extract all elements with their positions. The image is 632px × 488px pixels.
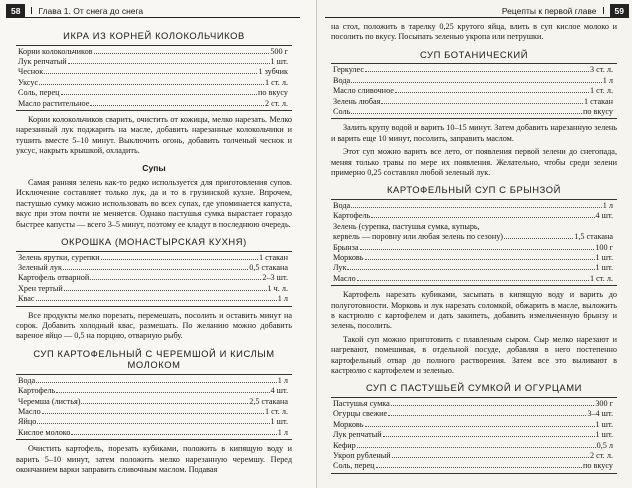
ingredient-row [18, 417, 288, 427]
running-title-left-text: Глава 1. От снега до снега [38, 5, 144, 16]
ingredient-row [18, 386, 288, 396]
ingredient-quantity: 1 л [277, 294, 288, 304]
recipe-heading: КАРТОФЕЛЬНЫЙ СУП С БРЫНЗОЙ [386, 184, 562, 196]
ingredient-name: Пастушья сумка [333, 398, 390, 408]
ingredient-row [333, 97, 613, 107]
ingredient-row [333, 399, 613, 409]
ingredient-name: Черемша (листья) [18, 396, 81, 406]
leader-dots [44, 73, 257, 74]
ingredient-row [18, 428, 288, 438]
leader-dots [392, 457, 589, 458]
leader-dots [101, 259, 258, 260]
ingredient-quantity: 1,5 стакана [574, 232, 613, 242]
ingredient-row [333, 451, 613, 461]
ingredient-name: Яйцо [18, 417, 37, 427]
ingredient-quantity: 300 г [595, 398, 613, 408]
ingredient-row [333, 232, 613, 242]
leader-dots [56, 392, 269, 393]
paragraph: Залить крупу водой и варить 10–15 минут. Затем добавить нарезанную зелень и варить еще 10 минут, посолить, заправить маслом. [331, 123, 617, 143]
ingredient-row [18, 294, 288, 304]
ingredient-quantity: 4 шт. [270, 386, 288, 396]
ingredient-name: Соль [333, 106, 351, 116]
ingredient-quantity: 1 шт. [595, 419, 613, 429]
leader-dots [351, 82, 602, 83]
ingredient-quantity: 1 шт. [595, 430, 613, 440]
ingredient-quantity: 3 ст. л. [590, 65, 613, 75]
ingredient-quantity: 1 ст. л. [265, 77, 288, 87]
ingredient-row [333, 420, 613, 430]
right-page-content [331, 22, 617, 478]
ingredient-list [331, 199, 617, 286]
ingredient-name: Масло [18, 407, 41, 417]
ingredient-name: Масло [333, 273, 356, 283]
leader-dots [388, 415, 586, 416]
ingredient-note: Зелень (сурепка, пастушья сумка, купырь, [333, 221, 480, 231]
ingredient-name: Геркулес [333, 65, 364, 75]
ingredient-row [18, 397, 288, 407]
ingredient-row [333, 243, 613, 253]
page-number-left: 58 [6, 4, 25, 18]
ingredient-quantity: по вкусу [583, 461, 613, 471]
leader-dots [81, 403, 248, 404]
leader-dots [36, 382, 277, 383]
leader-dots [36, 300, 277, 301]
ingredient-quantity: 1 л [277, 375, 288, 385]
ingredient-row [18, 273, 288, 283]
ingredient-quantity: 1 шт. [270, 417, 288, 427]
ingredient-name: Соль, перец [18, 88, 60, 98]
ingredient-row [18, 57, 288, 67]
ingredient-row [333, 461, 613, 471]
ingredient-name: кервель — поровну или любая зелень по сезону) [333, 232, 504, 242]
left-running-header [6, 4, 300, 18]
ingredient-name: Картофель отварной [18, 273, 90, 283]
ingredient-name: Вода [18, 375, 36, 385]
ingredient-row [333, 430, 613, 440]
ingredient-quantity: 2 ст. л. [265, 98, 288, 108]
recipe-heading: СУП С ПАСТУШЬЕЙ СУМКОЙ И ОГУРЦАМИ [365, 382, 583, 394]
paragraph: Очистить картофель, порезать кубиками, положить в кипящую воду и варить 5–10 минут, затем положить мелко нарезанную черемшу. Перед окончанием варки заправить сливочным маслом. Подавая [16, 444, 292, 475]
ingredient-name: Картофель [18, 386, 56, 396]
leader-dots [351, 207, 602, 208]
leader-dots [357, 280, 589, 281]
running-title-right-text: Рецепты к первой главе [501, 5, 597, 16]
ingredient-row [333, 274, 613, 284]
ingredient-row [333, 86, 613, 96]
paragraph: Такой суп можно приготовить с плавленым сыром. Сыр мелко нарезают и нагревают, помешивая, в отдельной посуде, добавляя в него постепенно картофельный отвар до полного растворения. Затем все это выливают в кастрюлю с картофелем и зеленью. [331, 334, 617, 375]
leader-dots [360, 249, 595, 250]
leader-dots [371, 217, 594, 218]
ingredient-row [333, 263, 613, 273]
paragraph: на стол, положить в тарелку 0,25 крутого яйца, влить в суп кислое молоко и посолить по вкусу. Посыпать зеленью укропа или петрушки. [331, 22, 617, 42]
ingredient-quantity: 1 л [277, 427, 288, 437]
ingredient-name: Огурцы свежие [333, 409, 388, 419]
ingredient-quantity: 1 ст. л. [265, 407, 288, 417]
ingredient-name: Масло сливочное [333, 86, 394, 96]
recipe-heading: ИКРА ИЗ КОРНЕЙ КОЛОКОЛЬЧИКОВ [63, 30, 245, 41]
leader-dots [64, 290, 267, 291]
ingredient-name: Масло растительное [18, 98, 90, 108]
recipe-heading: СУП КАРТОФЕЛЬНЫЙ С ЧЕРЕМШОЙ И КИСЛЫМ МОЛОКОМ [33, 347, 275, 371]
ingredient-name: Хрен тертый [18, 283, 63, 293]
ingredient-quantity: 1 ст. л. [590, 273, 613, 283]
right-running-header [325, 4, 629, 18]
leader-dots [90, 279, 261, 280]
ingredient-row [333, 201, 613, 211]
paragraph: Этот суп можно варить все лето, от появления первой зелени до снегопада, меняя только травы по мере их появления. Желательно, чтобы среди зелени примерно 0,25 составлял любой зеленый лук. [331, 147, 617, 177]
leader-dots [68, 63, 270, 64]
paragraph: Все продукты мелко порезать, перемешать, посолить и оставить минут на сорок. Добавить холодный квас, размешать. По желанию можно добавить вареное яйцо — 0,5 на порцию, отварную рыбу. [16, 310, 292, 341]
leader-dots [383, 436, 595, 437]
ingredient-list [331, 397, 617, 474]
ingredient-row [18, 253, 288, 263]
ingredient-name: Лук репчатый [18, 56, 67, 66]
ingredient-quantity: 100 г [595, 242, 613, 252]
ingredient-quantity: 0,5 л [596, 440, 613, 450]
ingredient-name: Вода [333, 200, 351, 210]
ingredient-name: Морковь [333, 252, 364, 262]
running-title-right [325, 4, 610, 18]
ingredient-name: Лук [333, 263, 347, 273]
ingredient-name: Кефир [333, 440, 356, 450]
ingredient-quantity: 2 ст. л. [590, 450, 613, 460]
leader-dots [365, 71, 589, 72]
leader-dots [39, 84, 264, 85]
ingredient-name: Корни колокольчиков [18, 46, 93, 56]
leader-dots [37, 423, 269, 424]
leader-dots [347, 269, 594, 270]
ingredient-quantity: 1 шт. [270, 56, 288, 66]
leader-dots [395, 92, 589, 93]
ingredient-row [333, 409, 613, 419]
recipe-heading: СУП БОТАНИЧЕСКИЙ [419, 48, 529, 60]
ingredient-quantity: 1 стакан [259, 252, 288, 262]
ingredient-name: Морковь [333, 419, 364, 429]
ingredient-quantity: 1 л [602, 75, 613, 85]
paragraph: Картофель нарезать кубиками, засыпать в кипящую воду и варить до полуготовности. Морковь и лук нарезать соломкой, обжарить в масле, выложить в кастрюлю с картофелем и дать закипеть, добавить измельченную брынзу и зелень, посолить. [331, 290, 617, 331]
ingredient-row [333, 107, 613, 117]
ingredient-name: Брынза [333, 242, 359, 252]
ingredient-list [16, 251, 292, 307]
ingredient-name: Чеснок [18, 67, 44, 77]
ingredient-row [18, 376, 288, 386]
ingredient-name: Соль, перец [333, 461, 375, 471]
running-title-left [25, 4, 300, 18]
left-page-content [16, 24, 292, 479]
leader-dots [63, 269, 248, 270]
ingredient-row [18, 67, 288, 77]
ingredient-name: Зеленый лук [18, 263, 62, 272]
ingredient-quantity: 2–3 шт. [262, 273, 288, 283]
ingredient-name: Зелень любая [333, 96, 381, 106]
leader-dots [365, 259, 595, 260]
leader-dots [376, 467, 583, 468]
ingredient-row [18, 284, 288, 294]
leader-dots [365, 426, 595, 427]
ingredient-quantity: по вкусу [583, 106, 613, 116]
ingredient-list [16, 45, 292, 111]
ingredient-name: Уксус [18, 77, 39, 87]
leader-dots [42, 413, 264, 414]
ingredient-name: Кислое молоко [18, 427, 71, 437]
ingredient-quantity: 2,5 стакана [249, 396, 288, 406]
leader-dots [94, 53, 270, 54]
ingredient-name: Картофель [333, 211, 371, 221]
page-number-right: 59 [610, 4, 629, 18]
right-page [316, 0, 632, 488]
ingredient-row [18, 88, 288, 98]
ingredient-quantity: 1 шт. [595, 263, 613, 273]
ingredient-list [331, 63, 617, 119]
ingredient-quantity: по вкусу [258, 88, 288, 98]
leader-dots [504, 238, 573, 239]
ingredient-quantity: 3–4 шт. [587, 409, 613, 419]
leader-dots [357, 447, 596, 448]
leader-dots [71, 434, 276, 435]
leader-dots [90, 105, 264, 106]
leader-dots [351, 113, 582, 114]
ingredient-quantity: 1 стакан [584, 96, 613, 106]
ingredient-quantity: 500 г [270, 46, 288, 56]
leader-dots [391, 405, 595, 406]
ingredient-row [333, 441, 613, 451]
ingredient-row [18, 47, 288, 57]
recipe-heading: ОКРОШКА (МОНАСТЫРСКАЯ КУХНЯ) [61, 236, 247, 248]
paragraph: Корни колокольчиков сварить, очистить от кожицы, мелко нарезать. Мелко нарезанный лук поджарить на масле, добавить нарезанные колокольчики и тушить вместе 5–10 минут. Выключить огонь, добавить толченый чеснок и уксус, накрыть крышкой, охладить. [16, 114, 292, 156]
ingredient-quantity: 1 шт. [595, 252, 613, 262]
ingredient-row [333, 65, 613, 75]
paragraph: Самая ранняя зелень как-то редко используется для приготовления супов. Исключение составляет только лук, да и то в грузинской кухне. Впрочем, пастушью сумку можно использовать во всех супах, где упоминается капуста, вкус при этом почти не меняется. Однако пастушья сумка вырастает гораздо быстрее капусты — всего 3–5 минут, поэтому ее кладут в последнюю очередь. [16, 178, 292, 229]
ingredient-row [18, 78, 288, 88]
ingredient-row [18, 99, 288, 109]
ingredient-quantity: 0,5 стакана [249, 263, 288, 272]
leader-dots [381, 103, 583, 104]
ingredient-row [333, 211, 613, 221]
ingredient-row [18, 407, 288, 417]
ingredient-quantity: 1 л [602, 200, 613, 210]
ingredient-name: Лук репчатый [333, 430, 382, 440]
ingredient-quantity: 1 ст. л. [590, 86, 613, 96]
ingredient-quantity: 1 ч. л. [267, 283, 288, 293]
recipe-heading: Супы [142, 162, 166, 173]
ingredient-quantity: 1 зубчик [258, 67, 288, 77]
ingredient-row [333, 76, 613, 86]
ingredient-list [16, 374, 292, 440]
leader-dots [61, 94, 258, 95]
ingredient-name: Вода [333, 75, 351, 85]
ingredient-quantity: 4 шт. [595, 211, 613, 221]
ingredient-name: Зелень ярутки, сурепки [18, 252, 100, 262]
ingredient-name: Квас [18, 294, 35, 304]
ingredient-row [18, 263, 288, 273]
ingredient-row [333, 253, 613, 263]
ingredient-name: Укроп рубленый [333, 450, 391, 460]
